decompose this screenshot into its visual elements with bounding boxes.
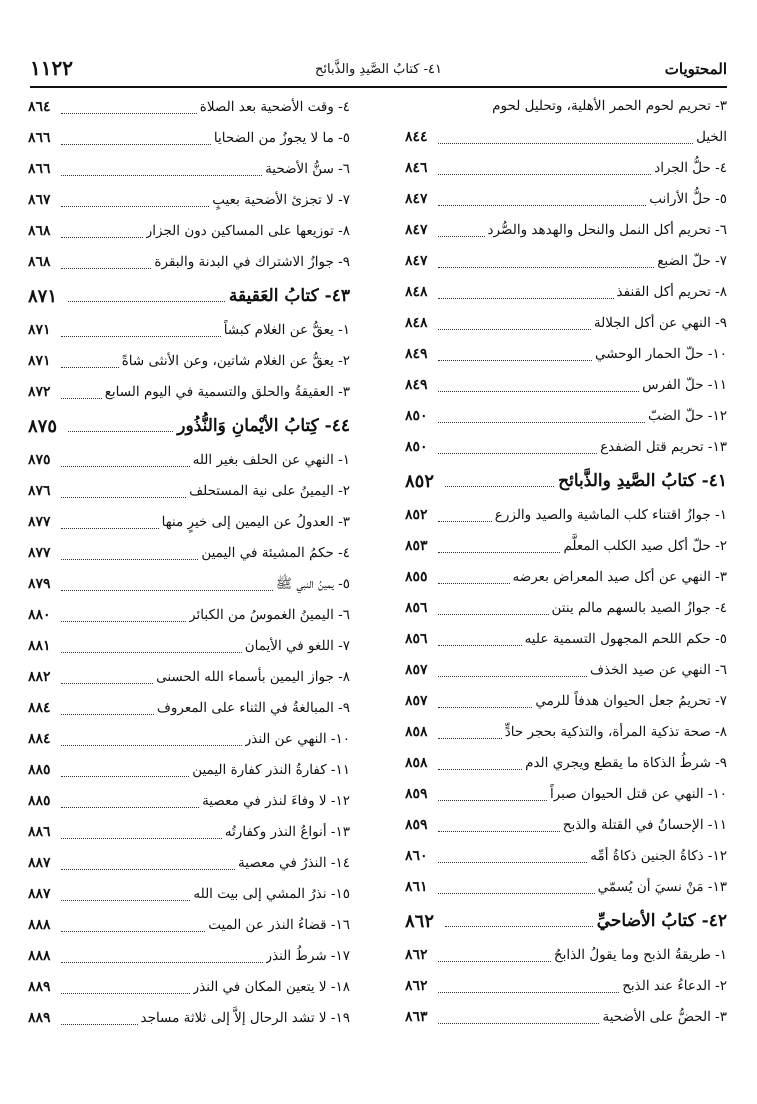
leader-dots (61, 744, 242, 746)
toc-entry (28, 377, 350, 408)
entry-title: ١١- الإحسانُ في القتلة والذبح (562, 817, 727, 833)
entry-page-number: ٨٤٨ (405, 284, 428, 300)
toc-entry (405, 779, 727, 810)
toc-entry (405, 624, 727, 655)
entry-page-number: ٨٦٢ (405, 911, 435, 932)
entry-page-number: ٨٧٧ (28, 545, 51, 561)
toc-entry (405, 215, 727, 246)
leader-dots (61, 366, 119, 368)
entry-title: ١٦- قضاءُ النذر عن الميت (208, 917, 350, 933)
entry-page-number: ٨٤٧ (405, 191, 428, 207)
toc-entry (28, 631, 350, 662)
leader-dots (61, 1023, 138, 1025)
entry-page-number: ٨٨٩ (28, 1010, 51, 1026)
entry-title: ٨- صحة تذكية المرأة، والتذكية بحجر حادٍّ (504, 724, 727, 740)
entry-title: ٣- الحضُّ على الأضحية (602, 1009, 727, 1025)
entry-page-number: ٨٦٧ (28, 192, 51, 208)
section-title: ٤٣- كتابُ العَقيقة (228, 286, 350, 306)
entry-title: ٢- حلّ أكل صيد الكلب المعلَّم (563, 538, 727, 554)
toc-entry (405, 971, 727, 1002)
toc-entry (28, 817, 350, 848)
leader-dots (438, 861, 587, 863)
entry-title: ٨- جواز اليمين بأسماء الله الحسنى (156, 669, 350, 685)
leader-dots (438, 960, 551, 962)
entry-title: ٧- لا تجزئ الأضحية بعيبٍ (212, 192, 350, 208)
entry-page-number: ٨٤٦ (405, 160, 428, 176)
leader-dots (438, 359, 592, 361)
toc-entry (28, 123, 350, 154)
toc-section-heading (28, 280, 350, 313)
entry-page-number: ٨٥٢ (405, 471, 435, 492)
toc-entry (405, 500, 727, 531)
toc-entry (28, 538, 350, 569)
toc-entry (405, 184, 727, 215)
entry-title: ٤- جوازُ الصيد بالسهم مالم ينتن (551, 600, 727, 616)
entry-page-number: ٨٨٥ (28, 793, 51, 809)
leader-dots (438, 421, 645, 423)
entry-title: ٦- سنُّ الأضحية (265, 161, 350, 177)
entry-title: ٣- العقيقةُ والحلق والتسمية في اليوم السابع (104, 384, 350, 400)
toc-entry (405, 432, 727, 463)
entry-page-number: ٨٤٤ (405, 129, 428, 145)
leader-dots (438, 266, 654, 268)
toc-entry (28, 92, 350, 123)
toc-entry (28, 216, 350, 247)
leader-dots (61, 713, 154, 715)
toc-entry (28, 600, 350, 631)
leader-dots (61, 682, 153, 684)
entry-title: ١٣- أنواعُ النذر وكفارتُه (224, 824, 350, 840)
entry-title: ٢- اليمينُ على نية المستحلف (189, 483, 350, 499)
entry-page-number: ٨٥٨ (405, 755, 428, 771)
toc-entry (28, 569, 350, 600)
entry-title: ٣- النهي عن أكل صيد المعراض بعرضه (512, 569, 727, 585)
toc-entry (28, 445, 350, 476)
leader-dots (61, 620, 186, 622)
entry-title: ١٢- ذكاةُ الجنين ذكاةُ أمِّه (590, 848, 727, 864)
entry-page-number: ٨٦١ (405, 879, 428, 895)
section-title: ٤١- كتابُ الصَّيدِ والذَّبائح (558, 471, 727, 491)
entry-title: ٦- النهي عن صيد الخذف (589, 662, 727, 678)
entry-title: ٣- العدولُ عن اليمين إلى خيرٍ منها (161, 514, 350, 530)
entry-page-number: ٨٨٥ (28, 762, 51, 778)
section-title: ٤٢- كتابُ الأضاحيِّ (596, 911, 727, 931)
entry-title: ٩- النهي عن أكل الجلالة (593, 315, 727, 331)
entry-page-number: ٨٤٧ (405, 253, 428, 269)
leader-dots (61, 651, 242, 653)
leader-dots (61, 899, 190, 901)
toc-entry (405, 92, 727, 122)
leader-dots (438, 613, 549, 615)
toc-entry (28, 185, 350, 216)
leader-dots (438, 173, 651, 175)
entry-title: ٨- تحريم أكل القنفذ (616, 284, 727, 300)
leader-dots (68, 430, 173, 432)
entry-title: ١٣- مَنْ نسيَ أن يُسمّي (597, 879, 727, 895)
entry-page-number: ٨٨٨ (28, 948, 51, 964)
toc-entry (28, 879, 350, 910)
leader-dots (438, 582, 510, 584)
entry-title: ١- يعقُّ عن الغلام كبشاً (223, 322, 350, 338)
entry-title: ١٩- لا تشد الرحال إلاَّ إلى ثلاثة مساجد (140, 1010, 350, 1026)
entry-page-number: ٨٥٦ (405, 600, 428, 616)
entry-page-number: ٨٨٢ (28, 669, 51, 685)
entry-title: ١- جوازُ اقتناء كلب الماشية والصيد والزرع (494, 507, 727, 523)
toc-entry (405, 1002, 727, 1033)
leader-dots (438, 390, 639, 392)
entry-page-number: ٨٨١ (28, 638, 51, 654)
entry-title: ٤- حلُّ الجراد (654, 160, 727, 176)
leader-dots (438, 142, 693, 144)
toc-entry (28, 154, 350, 185)
leader-dots (61, 527, 159, 529)
entry-title: الخيل (696, 129, 727, 145)
entry-page-number: ٨٥٧ (405, 693, 428, 709)
entry-page-number: ٨٤٩ (405, 346, 428, 362)
leader-dots (438, 1022, 599, 1024)
entry-page-number: ٨٤٧ (405, 222, 428, 238)
toc-entry (28, 941, 350, 972)
entry-page-number: ٨٥٩ (405, 817, 428, 833)
entry-title: ٧- حلّ الضبع (657, 253, 727, 269)
entry-title: ١٣- تحريم قتل الضفدع (600, 439, 727, 455)
leader-dots (61, 267, 151, 269)
entry-page-number: ٨٦٢ (405, 947, 428, 963)
toc-entry (28, 662, 350, 693)
entry-page-number: ٨٥٩ (405, 786, 428, 802)
leader-dots (61, 558, 198, 560)
leader-dots (61, 589, 273, 591)
toc-entry (405, 246, 727, 277)
header-rule (30, 86, 727, 88)
entry-title: ٥- حلُّ الأرانب (649, 191, 727, 207)
entry-title: ١٨- لا يتعين المكان في النذر (192, 979, 350, 995)
entry-page-number: ٨٦٠ (405, 848, 428, 864)
section-title: ٤٤- كِتابُ الأيْمانِ وَالنُّذُور (177, 416, 350, 436)
entry-page-number: ٨٥٠ (405, 408, 428, 424)
leader-dots (61, 837, 222, 839)
entry-title: ٦- تحريم أكل النمل والنحل والهدهد والصُّرد (487, 222, 727, 238)
leader-dots (438, 551, 560, 553)
entry-title: ١٠- حلّ الحمار الوحشي (594, 346, 727, 362)
leader-dots (61, 112, 197, 114)
entry-page-number: ٨٨٩ (28, 979, 51, 995)
entry-title: ٧- اللغو في الأيمان (244, 638, 350, 654)
toc-entry (405, 562, 727, 593)
leader-dots (438, 520, 492, 522)
entry-page-number: ٨٧١ (28, 286, 58, 307)
entry-title: ٩- المبالغةُ في الثناء على المعروف (156, 700, 350, 716)
entry-page-number: ٨٥٥ (405, 569, 428, 585)
leader-dots (445, 925, 593, 927)
entry-page-number: ٨٥٨ (405, 724, 428, 740)
toc-entry (405, 810, 727, 841)
toc-section-heading (405, 905, 727, 938)
toc-entry (28, 910, 350, 941)
leader-dots (68, 300, 225, 302)
toc-entry (28, 693, 350, 724)
toc-entry (405, 122, 727, 153)
entry-title: ١٠- النهي عن قتل الحيوان صبراً (549, 786, 727, 802)
toc-entry (28, 724, 350, 755)
entry-title: ١٤- النذرُ في معصية (238, 855, 350, 871)
entry-page-number: ٨٥٢ (405, 507, 428, 523)
leader-dots (438, 706, 532, 708)
entry-page-number: ٨٧٩ (28, 576, 51, 592)
toc-entry (405, 872, 727, 903)
entry-page-number: ٨٦٦ (28, 130, 51, 146)
leader-dots (438, 204, 646, 206)
entry-page-number: ٨٨٦ (28, 824, 51, 840)
leader-dots (61, 335, 221, 337)
leader-dots (61, 496, 186, 498)
entry-page-number: ٨٨٧ (28, 855, 51, 871)
toc-entry (405, 277, 727, 308)
entry-title: ٩- شرطُ الذكاة ما يقطع ويجري الدم (525, 755, 727, 771)
leader-dots (438, 737, 502, 739)
entry-page-number: ٨٧١ (28, 353, 51, 369)
entry-page-number: ٨٦٦ (28, 161, 51, 177)
entry-page-number: ٨٤٩ (405, 377, 428, 393)
leader-dots (438, 991, 619, 993)
entry-page-number: ٨٥٧ (405, 662, 428, 678)
running-chapter-title: ٤١- كتابُ الصَّيدِ والذَّبائح (315, 62, 442, 77)
leader-dots (61, 174, 262, 176)
entry-page-number: ٨٨٠ (28, 607, 51, 623)
page-header (30, 56, 727, 86)
entry-page-number: ٨٦٢ (405, 978, 428, 994)
entry-title: ٩- جوازُ الاشتراك في البدنة والبقرة (154, 254, 350, 270)
entry-title: ١١- حلّ الفرس (642, 377, 727, 393)
entry-title: ٧- تحريمُ جعل الحيوان هدفاً للرمي (535, 693, 727, 709)
toc-entry (405, 308, 727, 339)
entry-title: ٨- توزيعها على المساكين دون الجزار (145, 223, 350, 239)
toc-column-right (405, 92, 727, 1033)
entry-page-number: ٨٦٣ (405, 1009, 428, 1025)
toc-entry (28, 507, 350, 538)
entry-page-number: ٨٨٨ (28, 917, 51, 933)
leader-dots (61, 143, 211, 145)
entry-title: ١٥- نذرُ المشي إلى بيت الله (193, 886, 350, 902)
toc-entry (28, 786, 350, 817)
entry-page-number: ٨٧٧ (28, 514, 51, 530)
entry-title: ٦- اليمينُ الغموسُ من الكبائر (189, 607, 350, 623)
entry-title: ٥- ما لا يجوزُ من الضحايا (213, 130, 350, 146)
toc-entry (28, 848, 350, 879)
toc-section-heading (405, 465, 727, 498)
leader-dots (438, 328, 591, 330)
entry-title: ٥- حكم اللحم المجهول التسمية عليه (524, 631, 727, 647)
toc-section-heading (28, 410, 350, 443)
entry-title: ٤- حكمُ المشيئة في اليمين (201, 545, 350, 561)
entry-page-number: ٨٨٤ (28, 700, 51, 716)
entry-page-number: ٨٨٤ (28, 731, 51, 747)
entry-page-number: ٨٨٧ (28, 886, 51, 902)
leader-dots (438, 830, 560, 832)
leader-dots (61, 930, 205, 932)
toc-entry (405, 841, 727, 872)
toc-column-left (28, 92, 350, 1034)
leader-dots (61, 236, 143, 238)
toc-entry (405, 593, 727, 624)
entry-title: ٢- يعقُّ عن الغلام شاتين، وعن الأنثى شاةً (121, 353, 350, 369)
entry-title: ٤- وقت الأضحية بعد الصلاة (199, 99, 350, 115)
toc-entry (405, 370, 727, 401)
leader-dots (61, 868, 235, 870)
leader-dots (61, 992, 190, 994)
entry-page-number: ٨٧٥ (28, 416, 58, 437)
toc-entry (405, 940, 727, 971)
toc-entry (28, 1003, 350, 1034)
leader-dots (438, 675, 587, 677)
entry-title: ١٠- النهي عن النذر (244, 731, 350, 747)
toc-entry (405, 686, 727, 717)
toc-entry (405, 153, 727, 184)
toc-entry (405, 401, 727, 432)
leader-dots (438, 799, 547, 801)
leader-dots (445, 485, 554, 487)
entry-title: ١- النهي عن الحلف بغير الله (192, 452, 350, 468)
toc-entry (28, 315, 350, 346)
toc-entry (28, 755, 350, 786)
entry-title: ٥- يمينُ النبي ﷺ (275, 576, 350, 592)
entry-page-number: ٨٦٨ (28, 223, 51, 239)
leader-dots (61, 775, 189, 777)
toc-entry (405, 655, 727, 686)
leader-dots (438, 452, 597, 454)
entry-page-number: ٨٥٣ (405, 538, 428, 554)
entry-page-number: ٨٦٤ (28, 99, 51, 115)
leader-dots (61, 961, 263, 963)
entry-title: ١٢- حلّ الضبّ (647, 408, 727, 424)
entry-page-number: ٨٧١ (28, 322, 51, 338)
leader-dots (438, 644, 522, 646)
entry-title: ٣- تحريم لحوم الحمر الأهلية، وتحليل لحوم (492, 98, 727, 114)
toc-entry (405, 531, 727, 562)
entry-title: ٢- الدعاءُ عند الذبح (622, 978, 727, 994)
leader-dots (438, 297, 614, 299)
leader-dots (61, 205, 209, 207)
entry-page-number: ٨٧٢ (28, 384, 51, 400)
leader-dots (61, 397, 102, 399)
leader-dots (438, 768, 522, 770)
leader-dots (61, 465, 190, 467)
entry-page-number: ٨٥٠ (405, 439, 428, 455)
toc-entry (405, 339, 727, 370)
toc-entry (28, 476, 350, 507)
leader-dots (438, 892, 595, 894)
entry-page-number: ٨٥٦ (405, 631, 428, 647)
entry-page-number: ٨٤٨ (405, 315, 428, 331)
toc-entry (28, 247, 350, 278)
entry-page-number: ٨٦٨ (28, 254, 51, 270)
entry-title: ١٧- شرطُ النذر (265, 948, 350, 964)
entry-title: ١- طريقةُ الذبح وما يقولُ الذابحُ (553, 947, 727, 963)
entry-page-number: ٨٧٥ (28, 452, 51, 468)
entry-title: ١١- كفارةُ النذر كفارة اليمين (192, 762, 350, 778)
toc-entry (28, 346, 350, 377)
toc-entry (405, 717, 727, 748)
running-section-title: المحتويات (664, 60, 727, 78)
entry-title: ١٢- لا وفاءَ لنذر في معصية (202, 793, 350, 809)
toc-entry (405, 748, 727, 779)
entry-page-number: ٨٧٦ (28, 483, 51, 499)
leader-dots (61, 806, 199, 808)
page-number: ١١٢٢ (30, 56, 73, 80)
leader-dots (438, 235, 485, 237)
toc-entry (28, 972, 350, 1003)
